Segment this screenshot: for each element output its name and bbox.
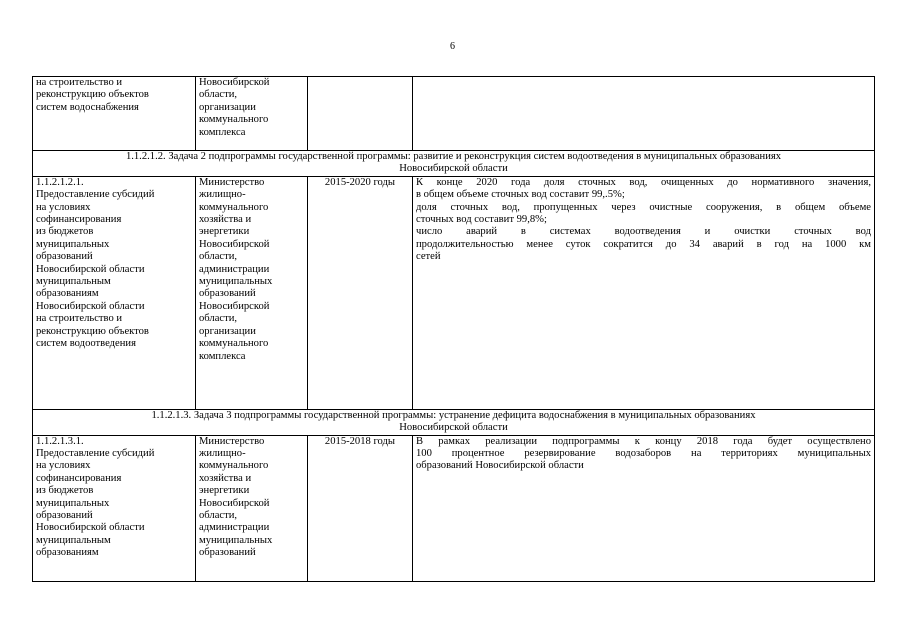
measure-line: из бюджетов <box>36 226 94 238</box>
executor-line: хозяйства и <box>199 472 252 484</box>
executor-line: организации <box>199 101 256 113</box>
program-table <box>32 76 875 582</box>
measure-line: на строительство и <box>36 313 123 325</box>
result-line: 100 процентное резервирование водозаборов на территориях муниципальных <box>416 448 871 460</box>
measure-line: Новосибирской области <box>36 300 145 312</box>
period-cell <box>308 77 413 151</box>
result-cell <box>413 77 875 151</box>
measure-cell <box>33 176 196 409</box>
measure-line: муниципальным <box>36 276 111 288</box>
executor-line: коммунального <box>199 338 269 350</box>
result-line: сетей <box>416 251 441 263</box>
measure-line: на условиях <box>36 201 91 213</box>
period-cell: 2015-2018 годы <box>308 435 413 581</box>
executor-line: организации <box>199 325 256 337</box>
executor-line: коммунального <box>199 201 269 213</box>
measure-line: на условиях <box>36 460 91 472</box>
executor-line: области, <box>199 89 238 101</box>
executor-cell <box>196 435 308 581</box>
executor-line: комплекса <box>199 126 246 138</box>
executor-line: администрации <box>199 263 270 275</box>
measure-line: образований <box>36 251 93 263</box>
section-row <box>33 409 875 435</box>
result-line: образований Новосибирской области <box>416 460 584 472</box>
executor-line: области, <box>199 510 238 522</box>
executor-line: Министерство <box>199 176 265 188</box>
executor-line: Новосибирской <box>199 497 270 509</box>
measure-line: муниципальных <box>36 497 110 509</box>
section-heading-line: Новосибирской области <box>399 163 508 175</box>
executor-line: области, <box>199 313 238 325</box>
executor-line: Новосибирской <box>199 77 270 88</box>
result-cell <box>413 176 875 409</box>
result-line: доля сточных вод, пропущенных через очистные сооружения, в общем объеме <box>416 201 871 213</box>
measure-line: систем водоотведения <box>36 338 136 350</box>
executor-line: энергетики <box>199 485 250 497</box>
measure-line: образований <box>36 510 93 522</box>
measure-line: муниципальным <box>36 534 111 546</box>
executor-line: области, <box>199 251 238 263</box>
executor-line: администрации <box>199 522 270 534</box>
section-heading <box>33 409 875 435</box>
result-line: в общем объеме сточных вод составит 99,.5%; <box>416 189 625 201</box>
table-row <box>33 77 875 151</box>
executor-line: Министерство <box>199 435 265 447</box>
measure-line: Новосибирской области <box>36 522 145 534</box>
measure-line: образованиям <box>36 288 99 300</box>
executor-line: хозяйства и <box>199 214 252 226</box>
table-row <box>33 176 875 409</box>
measure-line: софинансирования <box>36 214 122 226</box>
executor-line: Новосибирской <box>199 238 270 250</box>
period-cell: 2015-2020 годы <box>308 176 413 409</box>
result-line: сточных вод составит 99,8%; <box>416 214 547 226</box>
section-heading-line: Новосибирской области <box>399 422 508 434</box>
table-row <box>33 435 875 581</box>
executor-line: Новосибирской <box>199 300 270 312</box>
measure-line: реконструкцию объектов <box>36 325 149 337</box>
executor-line: коммунального <box>199 114 269 126</box>
measure-line: из бюджетов <box>36 485 94 497</box>
result-cell <box>413 435 875 581</box>
executor-cell <box>196 176 308 409</box>
section-heading <box>33 151 875 177</box>
executor-line: муниципальных <box>199 534 273 546</box>
page-number: 6 <box>450 41 455 52</box>
measure-line: 1.1.2.1.3.1. <box>36 435 84 447</box>
executor-line: коммунального <box>199 460 269 472</box>
executor-line: муниципальных <box>199 276 273 288</box>
result-line: В рамках реализации подпрограммы к концу 2018 года будет осуществлено <box>416 435 871 447</box>
measure-line: Предоставление субсидий <box>36 448 155 460</box>
measure-line: реконструкцию объектов <box>36 89 149 101</box>
measure-line: образованиям <box>36 547 99 559</box>
executor-line: энергетики <box>199 226 250 238</box>
result-line: число аварий в системах водоотведения и очистки сточных вод <box>416 226 871 238</box>
section-heading-line: 1.1.2.1.2. Задача 2 подпрограммы государственной программы: развитие и реконструкция систем водоотведения в муниципальных образованиях <box>125 151 782 162</box>
measure-line: софинансирования <box>36 472 122 484</box>
result-line: К конце 2020 года доля сточных вод, очищенных до нормативного значения, <box>416 176 871 188</box>
measure-cell <box>33 77 196 151</box>
section-row <box>33 151 875 177</box>
measure-line: на строительство и <box>36 77 123 88</box>
executor-cell <box>196 77 308 151</box>
measure-line: Предоставление субсидий <box>36 189 155 201</box>
measure-line: муниципальных <box>36 238 110 250</box>
executor-line: комплекса <box>199 350 246 362</box>
measure-line: 1.1.2.1.2.1. <box>36 176 84 188</box>
executor-line: образований <box>199 288 256 300</box>
executor-line: жилищно- <box>199 189 246 201</box>
executor-line: жилищно- <box>199 448 246 460</box>
measure-line: систем водоснабжения <box>36 101 139 113</box>
executor-line: образований <box>199 547 256 559</box>
measure-cell <box>33 435 196 581</box>
section-heading-line: 1.1.2.1.3. Задача 3 подпрограммы государственной программы: устранение дефицита водоснабжения в муниципальных образованиях <box>151 409 756 421</box>
measure-line: Новосибирской области <box>36 263 145 275</box>
result-line: продолжительностью менее суток сократится до 34 аварий в год на 1000 км <box>416 238 871 250</box>
